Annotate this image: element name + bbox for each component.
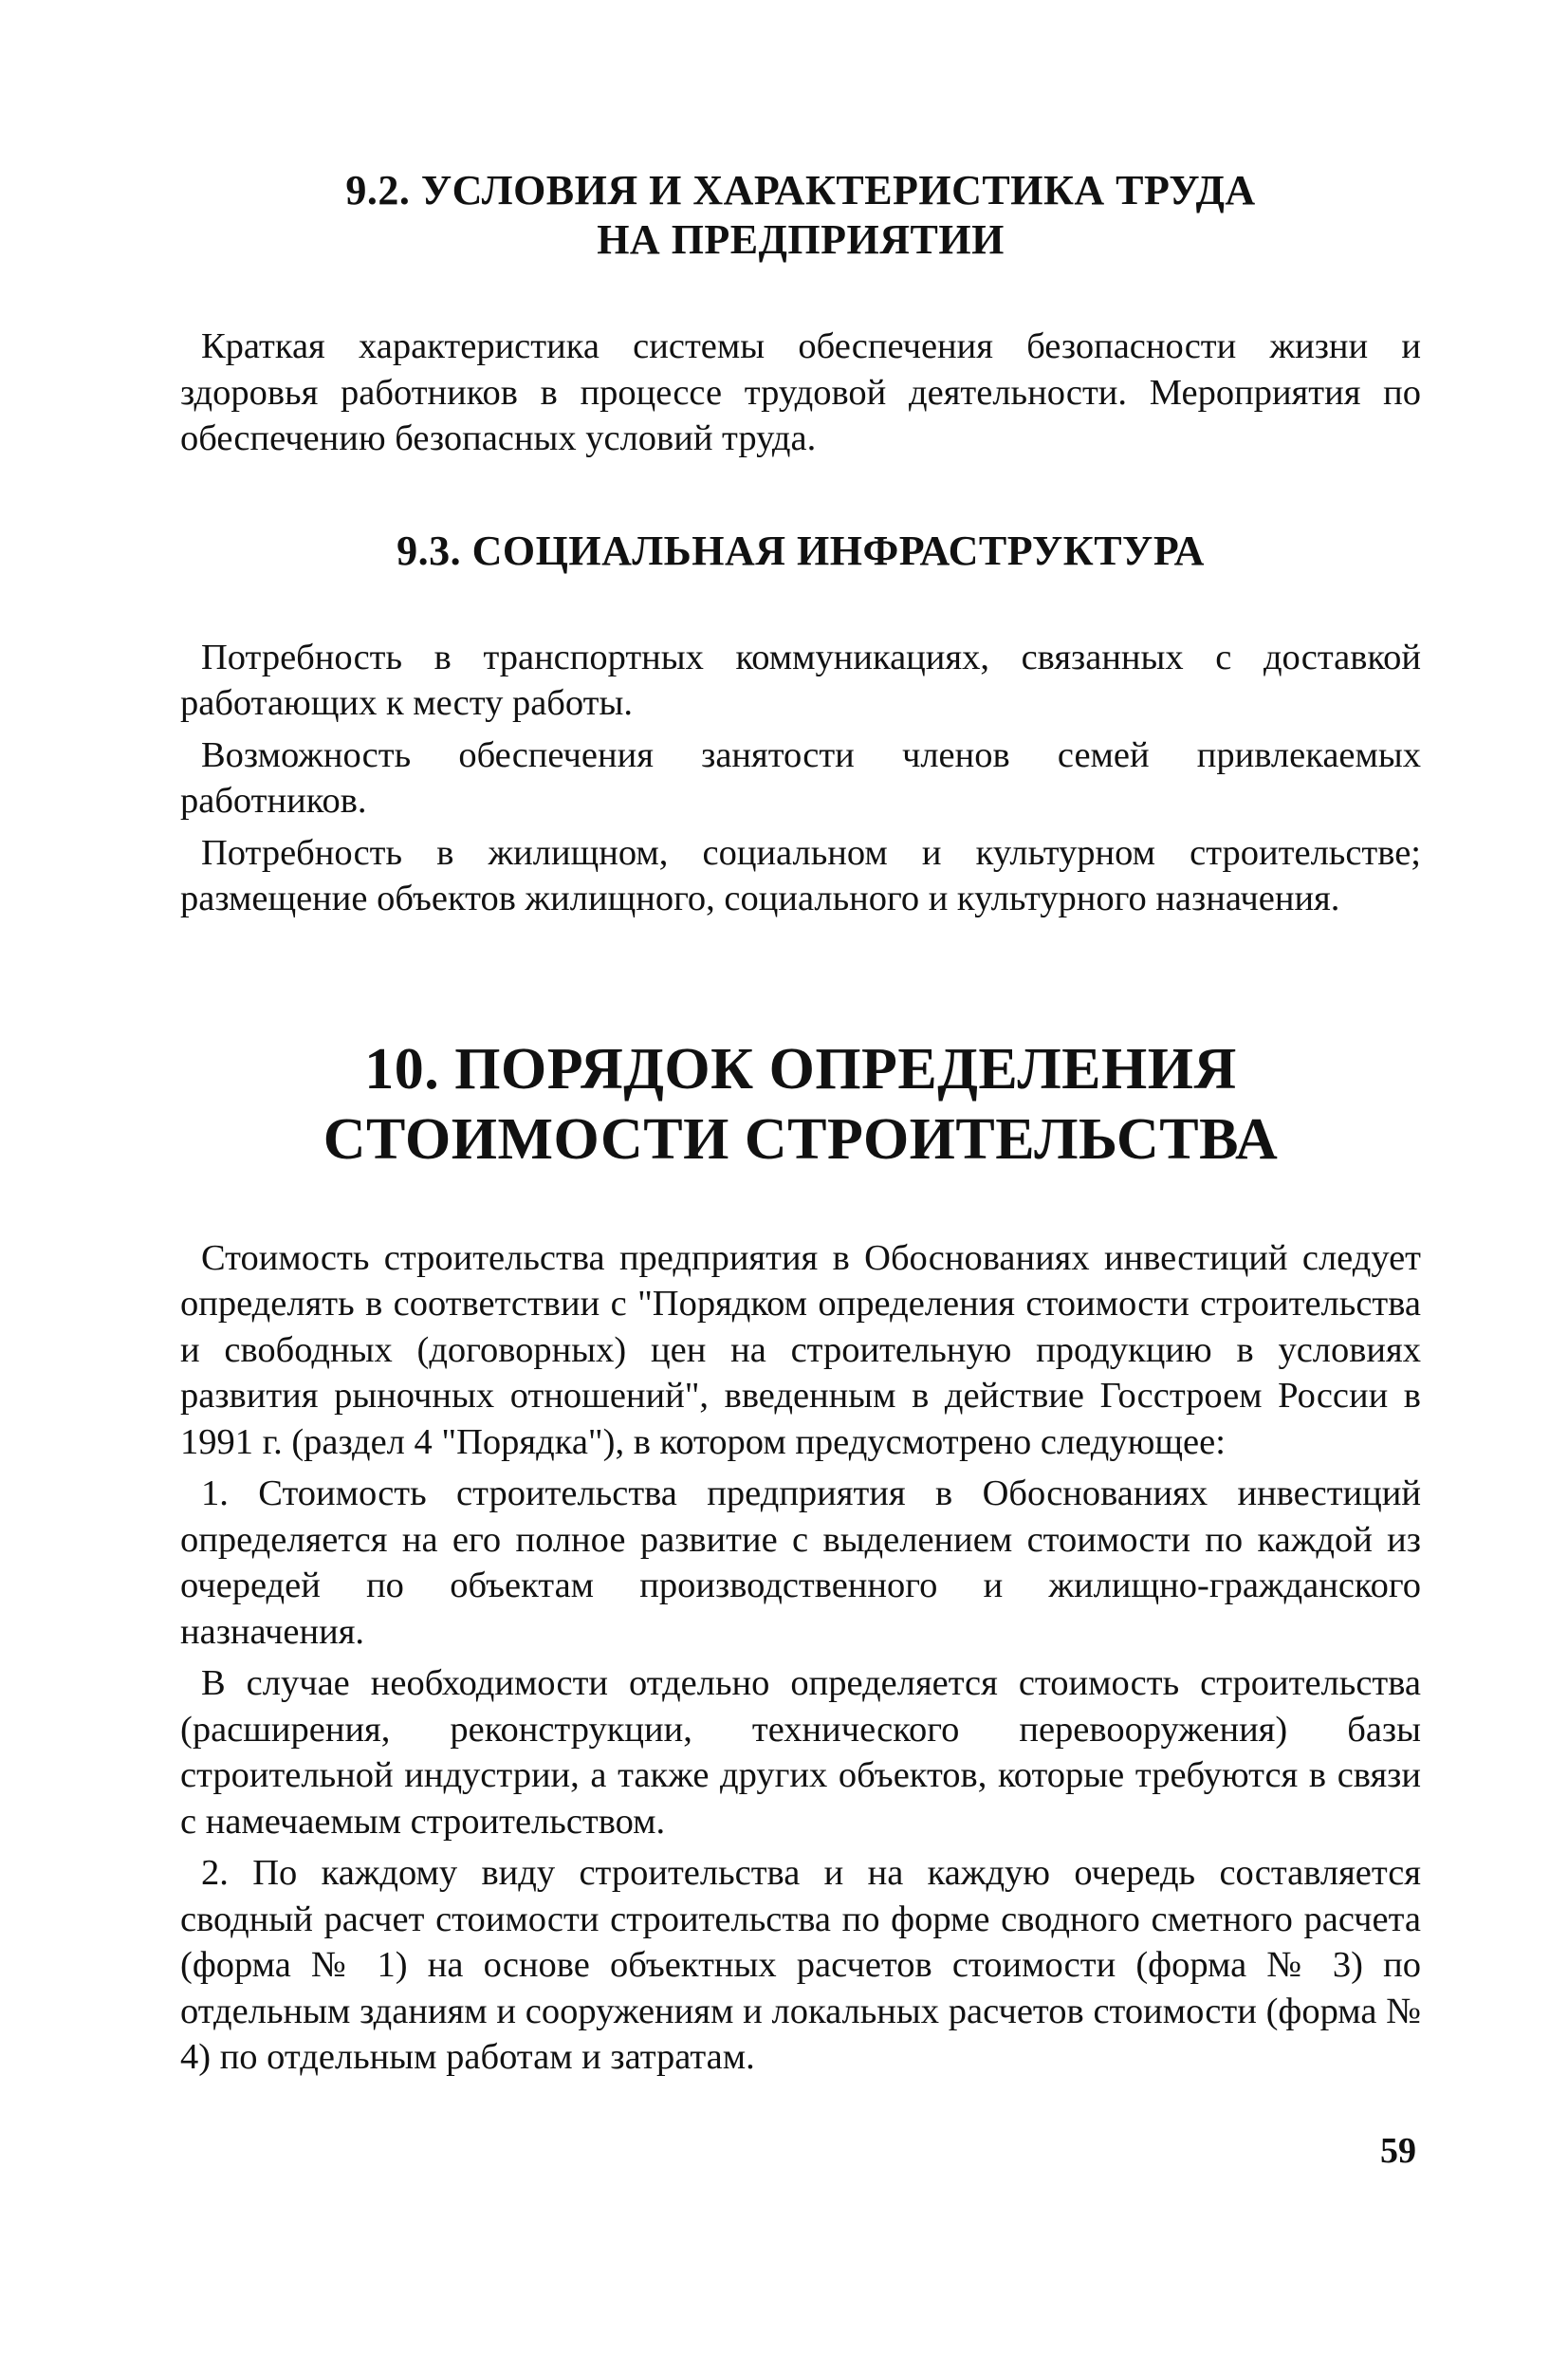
section-10-heading — [180, 1034, 1421, 1175]
section-10-paragraph: В случае необходимости отдельно определяется стоимость строительства (расширения, реконструкции, технического перевооружения) базы строительной индустрии, а также других объектов, которые требуются в связи с намечаемым строительством. — [180, 1663, 1421, 1842]
document-page — [180, 157, 1421, 2081]
section-10-paragraph: 2. По каждому виду строительства и на каждую очередь составляется сводный расчет стоимости строительства по форме сводного сметного расчета (форма № 1) на основе объектных расчетов стоимости (форма № 3) по отдельным зданиям и сооружениям и локальных расчетов стоимости (форма № 4) по отдельным работам и затратам. — [180, 1853, 1421, 2077]
section-9-3-heading: 9.3. СОЦИАЛЬНАЯ ИНФРАСТРУКТУРА — [397, 527, 1205, 574]
section-9-3-paragraph: Возможность обеспечения занятости членов семей привлекаемых работников. — [180, 734, 1421, 821]
section-9-3-paragraph: Потребность в транспортных коммуникациях, связанных с доставкой работающих к месту работы. — [180, 637, 1421, 723]
page-number: 59 — [1380, 2131, 1416, 2171]
section-9-2-heading — [180, 166, 1421, 265]
section-10-heading-line2: СТОИМОСТИ СТРОИТЕЛЬСТВА — [323, 1106, 1279, 1172]
section-9-2-paragraph: Краткая характеристика системы обеспечения безопасности жизни и здоровья работников в процессе трудовой деятельности. Мероприятия по обеспечению безопасных условий труда. — [180, 326, 1421, 458]
section-9-2-heading-line2: НА ПРЕДПРИЯТИИ — [597, 216, 1005, 263]
section-10-paragraph: Стоимость строительства предприятия в Обоснованиях инвестиций следует определять в соответствии с "Порядком определения стоимости строительства и свободных (договорных) цен на строительную продукцию в условиях развития рыночных отношений", введенным в действие Госстроем России в 1991 г. (раздел 4 "Порядка"), в котором предусмотрено следующее: — [180, 1237, 1421, 1462]
section-10-paragraph: 1. Стоимость строительства предприятия в Обоснованиях инвестиций определяется на его полное развитие с выделением стоимости по каждой из очередей по объектам производственного и жилищно-гражданского назначения. — [180, 1473, 1421, 1652]
section-10-heading-line1: 10. ПОРЯДОК ОПРЕДЕЛЕНИЯ — [364, 1036, 1237, 1102]
section-9-2-heading-line1: 9.2. УСЛОВИЯ И ХАРАКТЕРИСТИКА ТРУДА — [345, 167, 1256, 213]
section-9-3-paragraph: Потребность в жилищном, социальном и культурном строительстве; размещение объектов жилищного, социального и культурного назначения. — [180, 832, 1421, 918]
